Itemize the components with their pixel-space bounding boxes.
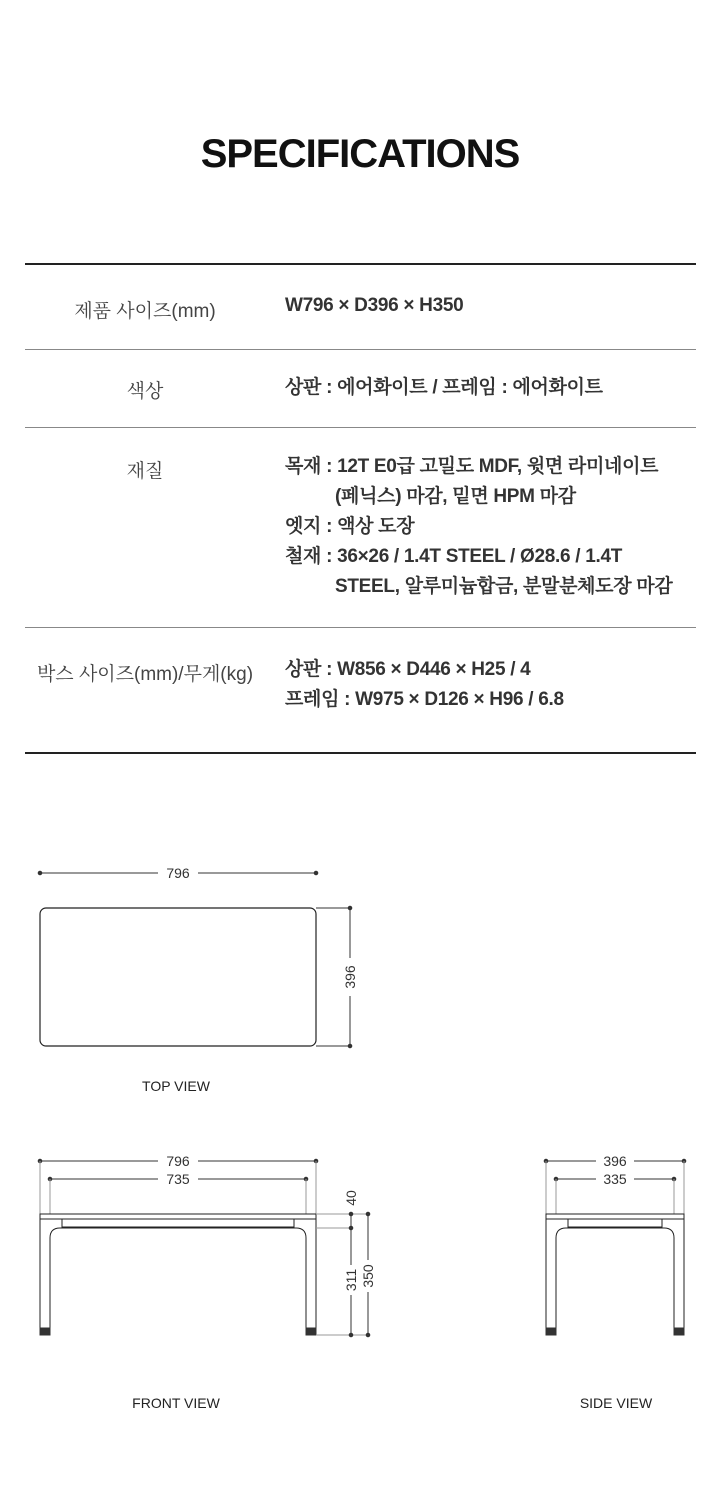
spec-line: W796 × D396 × H350 (285, 295, 464, 316)
front-leg-height-dimension: 311 (343, 1268, 359, 1292)
front-width-dimension: 796 (166, 1153, 190, 1169)
tabletop-outline (40, 908, 316, 1046)
top-width-dimension: 796 (166, 865, 190, 881)
spec-label-size: 제품 사이즈(mm) (74, 301, 216, 322)
spec-line: 엣지 : 액상 도장 (285, 516, 415, 537)
spec-label-box: 박스 사이즈(mm)/무게(kg) (36, 664, 254, 685)
spec-line: 상판 : W856 × D446 × H25 / 4 (285, 659, 531, 680)
side-view-label: SIDE VIEW (579, 1395, 653, 1411)
spec-label-color: 색상 (126, 381, 164, 402)
front-height-dimension: 350 (360, 1264, 376, 1288)
front-view-label: FRONT VIEW (132, 1395, 220, 1411)
side-depth-dimension: 396 (603, 1153, 627, 1169)
side-view-drawing (544, 1153, 686, 1335)
front-inner-width-dimension: 735 (166, 1171, 190, 1187)
top-view-drawing (38, 865, 358, 1048)
spec-label-material: 재질 (126, 461, 164, 482)
side-inner-depth-dimension: 335 (603, 1171, 627, 1187)
front-view-drawing (38, 1153, 376, 1337)
spec-line: 프레임 : W975 × D126 × H96 / 6.8 (285, 689, 564, 710)
top-view-label: TOP VIEW (142, 1078, 210, 1094)
spec-line: STEEL, 알루미늄합금, 분말분체도장 마감 (335, 576, 673, 597)
spec-line: 철재 : 36×26 / 1.4T STEEL / Ø28.6 / 1.4T (285, 546, 623, 567)
spec-line: (페닉스) 마감, 밑면 HPM 마감 (335, 486, 576, 507)
page-title: SPECIFICATIONS (200, 132, 520, 176)
spec-line: 상판 : 에어화이트 / 프레임 : 에어화이트 (285, 377, 603, 398)
top-depth-dimension: 396 (342, 965, 358, 989)
front-top-thickness-dimension: 40 (343, 1190, 359, 1206)
spec-line: 목재 : 12T E0급 고밀도 MDF, 윗면 라미네이트 (285, 456, 659, 477)
